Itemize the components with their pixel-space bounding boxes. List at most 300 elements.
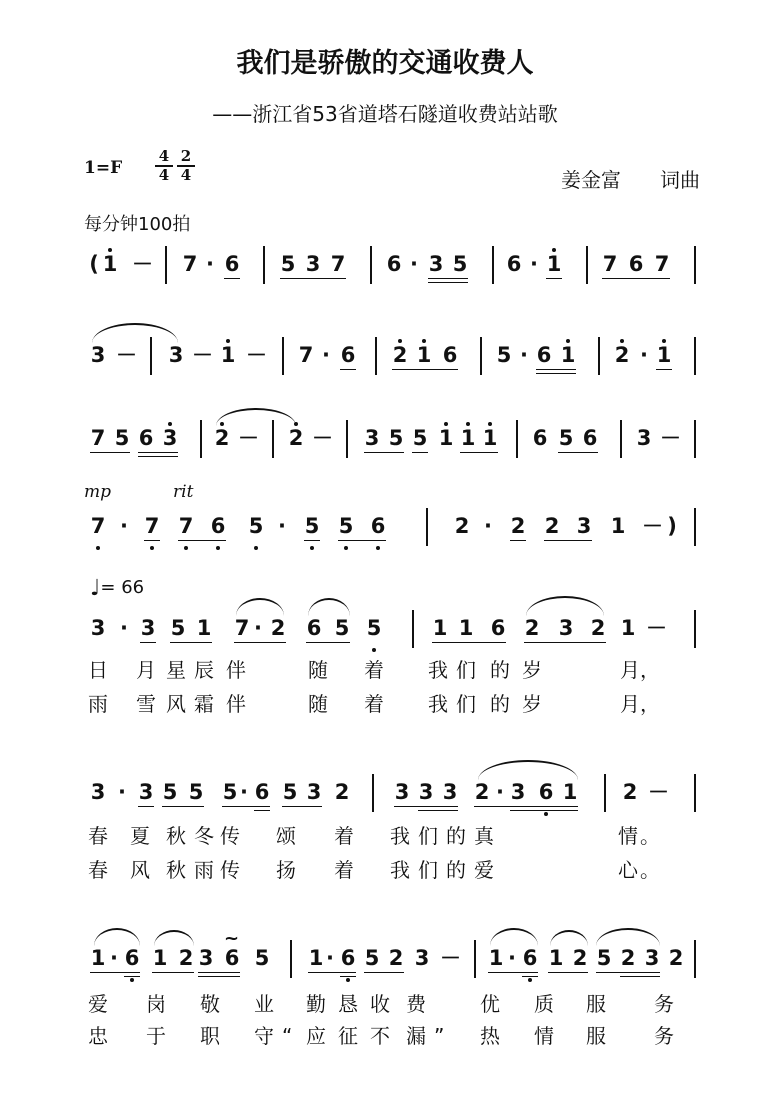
turn-ornament-icon: ~ [224,928,240,949]
octave-dot-low [216,546,220,550]
lyric-char: 收 [370,992,391,1016]
slur-arc [216,408,296,426]
bar-line [412,610,414,648]
note-digit: 2 [544,514,560,538]
underline-beam [124,976,140,977]
note-digit: 5 [496,343,512,367]
note-digit: 3 [168,343,184,367]
underline-beam [306,642,350,643]
note-digit: 1 [548,946,564,970]
lyric-char: 秋 [166,824,187,848]
bar-line [375,337,377,375]
note-digit: 7 [178,514,194,538]
rhythm-dot: · [322,343,330,367]
underline-beam [340,972,356,973]
underline-beam [304,540,320,541]
note-digit: 7 [182,252,198,276]
note-digit: 6 [370,514,386,538]
octave-dot-low [372,648,376,652]
note-digit: 2 [622,780,638,804]
octave-dot-high [488,422,492,426]
lyric-char: 漏 [406,1024,427,1048]
note-digit: 1 [546,252,562,276]
lyric-char: 情 [534,1024,555,1048]
note-digit: 7 [144,514,160,538]
note-digit: 2 [510,514,526,538]
bar-line [272,420,274,458]
underline-beam [198,972,240,973]
lyric-char: 随 [308,658,329,682]
octave-dot-low [310,546,314,550]
lyric-char: 业 [254,992,275,1016]
lyric-char: 霜 [194,692,215,716]
bar-line [620,420,622,458]
bar-line [200,420,202,458]
lyric-char: 秋 [166,858,187,882]
underline-beam [620,972,660,973]
octave-dot-low [528,978,532,982]
bar-line [598,337,600,375]
note-digit: 2 [270,616,286,640]
lyric-punctuation: ” [434,1024,446,1048]
bar-line [165,246,167,284]
note-digit: 2 [614,343,630,367]
bar-line [694,610,696,648]
rhythm-dot: · [118,780,126,804]
note-digit: 6 [340,946,356,970]
lyric-char: 应 [306,1024,327,1048]
octave-dot-high [444,422,448,426]
underline-beam [524,642,606,643]
underline-beam [254,810,270,811]
note-digit: 6 [538,780,554,804]
slur-arc [154,930,194,946]
extension-dash: － [646,616,667,640]
lyric-char: 日 [88,658,109,682]
note-digit: 3 [138,780,154,804]
underline-beam [546,278,562,279]
octave-dot-high [168,422,172,426]
underline-beam [418,806,458,807]
note-digit: 1 [560,343,576,367]
underline-beam [510,540,526,541]
bar-line [694,246,696,284]
lyric-char: 雨 [194,858,215,882]
note-digit: 1 [416,343,432,367]
note-digit: 3 [576,514,592,538]
lyric-char: 风 [130,858,151,882]
note-digit: 5 [188,780,204,804]
note-digit: 3 [198,946,214,970]
underline-beam [340,369,356,370]
composer-name: 姜金富 [561,168,621,192]
bar-line [263,246,265,284]
underline-beam [656,369,672,370]
bar-line [372,774,374,812]
note-digit: 5 [364,946,380,970]
lyric-char: 心 [618,858,639,882]
underline-beam [364,452,404,453]
note-digit: 5 [412,426,428,450]
open-parenthesis: ( [89,252,99,276]
song-title: 我们是骄傲的交通收费人 [236,48,534,79]
bar-line [282,337,284,375]
lyric-char: 春 [88,824,109,848]
lyric-punctuation: ， [640,658,661,682]
note-digit: 2 [620,946,636,970]
note-digit: 6 [442,343,458,367]
note-digit: 6 [210,514,226,538]
underline-beam [140,642,156,643]
rhythm-dot: · [496,780,504,804]
note-digit: 5 [170,616,186,640]
note-digit: 1 [458,616,474,640]
lyric-char: 颂 [276,824,297,848]
quarter-note-icon: ♩ [90,576,101,601]
lyric-char: 岁 [522,692,543,716]
underline-beam [340,976,356,977]
lyric-char: 优 [480,992,501,1016]
lyric-char: 务 [654,1024,675,1048]
extension-dash: － [660,426,681,450]
note-digit: 3 [428,252,444,276]
rhythm-dot: · [326,946,334,970]
bar-line [694,940,696,978]
note-digit: 1 [438,426,454,450]
lyric-char: 岁 [522,658,543,682]
note-digit: 5 [338,514,354,538]
lyric-char: 服 [586,992,607,1016]
underline-beam [510,810,578,811]
note-digit: 2 [454,514,470,538]
note-digit: 2 [334,780,350,804]
lyric-char: 我 [428,658,449,682]
underline-beam [536,369,576,370]
lyric-char: 辰 [194,658,215,682]
note-digit: 2 [590,616,606,640]
octave-dot-low [130,978,134,982]
bar-line [492,246,494,284]
note-digit: 2 [572,946,588,970]
rhythm-dot: · [520,343,528,367]
note-digit: 5 [222,780,238,804]
lyric-char: 着 [364,658,385,682]
note-digit: 2 [668,946,684,970]
underline-beam [548,972,588,973]
note-digit: 1 [562,780,578,804]
underline-beam [338,540,386,541]
note-digit: 6 [582,426,598,450]
underline-beam [178,540,226,541]
octave-dot-low [150,546,154,550]
underline-beam [536,373,576,374]
octave-dot-low [376,546,380,550]
rhythm-dot: · [206,252,214,276]
lyric-char: 们 [456,692,477,716]
underline-beam [138,806,154,807]
lyric-char: 们 [456,658,477,682]
extension-dash: － [648,780,669,804]
note-digit: 1 [102,252,118,276]
bar-line [694,337,696,375]
lyric-char: 不 [370,1024,391,1048]
underline-beam [364,972,404,973]
lyric-char: 我 [428,692,449,716]
bar-line [474,940,476,978]
bar-line [346,420,348,458]
underline-beam [428,278,468,279]
lyric-char: 月 [136,658,157,682]
note-digit: 5 [304,514,320,538]
lyric-char: 于 [146,1024,167,1048]
underline-beam [254,806,270,807]
metronome-marking: ♩= 66 [90,576,145,601]
note-digit: 6 [340,343,356,367]
note-digit: 7 [602,252,618,276]
underline-beam [144,540,160,541]
rhythm-dot: · [120,514,128,538]
extension-dash: － [238,426,259,450]
note-digit: 3 [364,426,380,450]
extension-dash: － [440,946,461,970]
note-digit: 5 [114,426,130,450]
note-digit: 1 [196,616,212,640]
key-signature: 1=F [84,158,123,178]
note-digit: 7 [90,426,106,450]
underline-beam [138,456,178,457]
rhythm-dot: · [530,252,538,276]
underline-beam [162,806,204,807]
note-digit: 3 [306,780,322,804]
note-digit: 2 [524,616,540,640]
underline-beam [198,976,240,977]
note-digit: 5 [388,426,404,450]
lyric-char: 扬 [276,858,297,882]
bar-line [694,774,696,812]
note-digit: 6 [522,946,538,970]
lyric-char: 我 [390,824,411,848]
lyric-char: 的 [490,692,511,716]
note-digit: 1 [460,426,476,450]
note-digit: 5 [334,616,350,640]
underline-beam [412,452,428,453]
note-digit: 1 [432,616,448,640]
credit-label: 词曲 [660,168,700,192]
slur-arc [236,598,284,616]
underline-beam [418,810,458,811]
note-digit: 5 [254,946,270,970]
lyric-char: 服 [586,1024,607,1048]
underline-beam [602,278,670,279]
slur-arc [596,928,660,946]
note-digit: 3 [418,780,434,804]
note-digit: 5 [452,252,468,276]
lyric-char: 月 [620,658,641,682]
lyric-char: 爱 [474,858,495,882]
lyric-punctuation: ， [640,692,661,716]
note-digit: 3 [558,616,574,640]
lyric-char: 月 [620,692,641,716]
octave-dot-low [184,546,188,550]
lyric-char: 伴 [226,692,247,716]
lyric-char: 岗 [146,992,167,1016]
lyric-char: 春 [88,858,109,882]
underline-beam [224,278,240,279]
note-digit: 7 [90,514,106,538]
note-digit: 3 [414,946,430,970]
underline-beam [544,540,592,541]
lyric-char: 爱 [88,992,109,1016]
lyric-char: 忠 [88,1024,109,1048]
octave-dot-high [422,339,426,343]
bar-line [150,337,152,375]
lyric-char: 的 [446,858,467,882]
note-digit: 6 [124,946,140,970]
bar-line [694,420,696,458]
note-digit: 6 [138,426,154,450]
lyric-char: 的 [446,824,467,848]
extension-dash: － [192,343,213,367]
rhythm-dot: · [484,514,492,538]
note-digit: 6 [306,616,322,640]
note-digit: 2 [392,343,408,367]
note-digit: 1 [488,946,504,970]
slur-arc [308,598,350,616]
note-digit: 1 [90,946,106,970]
octave-dot-high [662,339,666,343]
underline-beam [432,642,506,643]
tempo-marking: 每分钟100拍 [84,214,191,235]
underline-beam [522,976,538,977]
octave-dot-low [96,546,100,550]
lyric-char: 恳 [338,992,359,1016]
note-digit: 7 [330,252,346,276]
rhythm-dot: · [120,616,128,640]
note-digit: 1 [308,946,324,970]
note-digit: 7 [234,616,250,640]
lyric-char: 职 [200,1024,221,1048]
lyric-char: 勤 [306,992,327,1016]
underline-beam [152,972,194,973]
underline-beam [428,282,468,283]
note-digit: 6 [628,252,644,276]
note-digit: 3 [394,780,410,804]
lyric-char: 我 [390,858,411,882]
lyric-char: 们 [418,858,439,882]
note-digit: 7 [298,343,314,367]
slur-arc [526,596,604,616]
note-digit: 2 [214,426,230,450]
rhythm-dot: · [240,780,248,804]
underline-beam [138,452,178,453]
octave-dot-high [294,422,298,426]
lyric-char: 着 [334,858,355,882]
bar-line [480,337,482,375]
note-digit: 6 [490,616,506,640]
lyric-char: 雨 [88,692,109,716]
underline-beam [522,972,538,973]
note-digit: 6 [224,252,240,276]
lyric-char: 费 [406,992,427,1016]
underline-beam [282,806,322,807]
lyric-char: 的 [490,658,511,682]
rhythm-dot: · [410,252,418,276]
rhythm-dot: · [110,946,118,970]
bar-line [586,246,588,284]
octave-dot-low [346,978,350,982]
note-digit: 6 [532,426,548,450]
bar-line [604,774,606,812]
lyric-char: 情 [618,824,639,848]
octave-dot-high [398,339,402,343]
lyric-char: 务 [654,992,675,1016]
note-digit: 5 [248,514,264,538]
underline-beam [558,452,598,453]
bar-line [290,940,292,978]
lyric-char: 敬 [200,992,221,1016]
note-digit: 3 [305,252,321,276]
lyric-punctuation: 。 [640,858,661,882]
underline-beam [124,972,140,973]
underline-beam [620,976,660,977]
lyric-char: 传 [220,824,241,848]
dynamic-rit: rit [173,482,194,502]
lyric-char: 守 [254,1024,275,1048]
note-digit: 6 [224,946,240,970]
note-digit: 6 [506,252,522,276]
octave-dot-high [466,422,470,426]
lyric-char: 风 [166,692,187,716]
octave-dot-high [620,339,624,343]
note-digit: 6 [254,780,270,804]
note-digit: 1 [610,514,626,538]
underline-beam [234,642,286,643]
note-digit: 6 [536,343,552,367]
underline-beam [392,369,458,370]
bar-line [516,420,518,458]
octave-dot-high [108,248,112,252]
octave-dot-high [566,339,570,343]
lyric-char: 们 [418,824,439,848]
underline-beam [170,642,212,643]
note-digit: 5 [366,616,382,640]
note-digit: 2 [388,946,404,970]
underline-beam [510,806,578,807]
underline-beam [460,452,498,453]
note-digit: 2 [474,780,490,804]
note-digit: 7 [654,252,670,276]
rhythm-dot: · [278,514,286,538]
note-digit: 1 [656,343,672,367]
slur-arc [94,928,140,946]
note-digit: 1 [482,426,498,450]
lyric-char: 雪 [136,692,157,716]
lyric-punctuation: 。 [640,824,661,848]
octave-dot-high [552,248,556,252]
note-digit: 5 [596,946,612,970]
bar-line [426,508,428,546]
note-digit: 3 [90,616,106,640]
song-subtitle: ——浙江省53省道塔石隧道收费站站歌 [212,102,558,126]
underline-beam [280,278,346,279]
note-digit: 2 [288,426,304,450]
note-digit: 2 [178,946,194,970]
lyric-char: 征 [338,1024,359,1048]
lyric-char: 热 [480,1024,501,1048]
lyric-char: 伴 [226,658,247,682]
bar-line [694,508,696,546]
lyric-char: 随 [308,692,329,716]
